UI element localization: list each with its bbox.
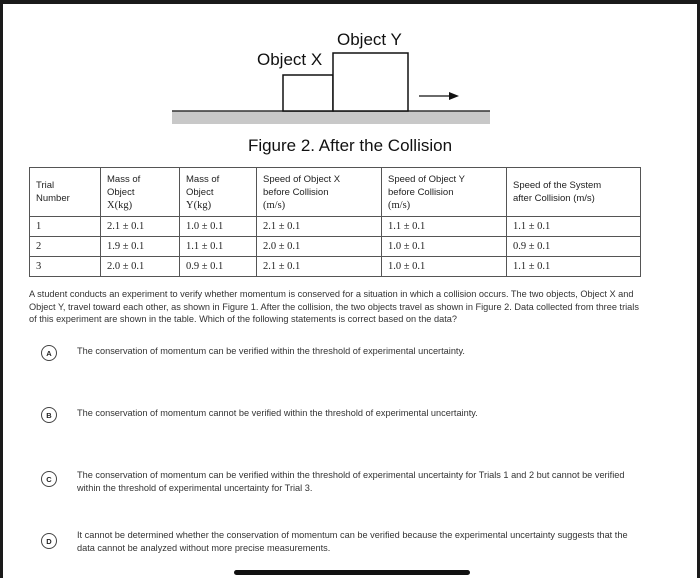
cell-speed-x: 2.0 ± 0.1	[257, 237, 382, 257]
header-speed-x	[257, 168, 382, 217]
cell-mass-y: 1.0 ± 0.1	[180, 217, 257, 237]
option-letter-badge[interactable]: D	[41, 533, 57, 549]
option-letter-badge[interactable]: C	[41, 471, 57, 487]
cell-mass-y: 0.9 ± 0.1	[180, 257, 257, 277]
cell-speed-system: 0.9 ± 0.1	[507, 237, 641, 257]
cell-mass-x: 1.9 ± 0.1	[101, 237, 180, 257]
velocity-arrow-head	[449, 92, 459, 100]
question-stem: A student conducts an experiment to verify whether momentum is conserved for a situation in which a collision occurs. The two objects, Object X and Object Y, travel toward each other, as shown in Figure 1. After the collision, the two objects travel as shown in Figure 2. Data collected from three trials of this experiment are shown in the table. Which of the following statements is correct based on the data?	[29, 289, 639, 324]
table-row	[30, 257, 641, 277]
option-text[interactable]: It cannot be determined whether the conservation of momentum can be verified because the experimental uncertainty suggests that the data cannot be analyzed without more precise measurements.	[77, 530, 628, 553]
header-text: after Collision (m/s)	[513, 193, 595, 204]
cell-speed-x: 2.1 ± 0.1	[257, 257, 382, 277]
cell-trial: 2	[30, 237, 101, 257]
cell-mass-x: 2.0 ± 0.1	[101, 257, 180, 277]
header-text: Object	[186, 186, 214, 198]
table-row	[30, 217, 641, 237]
answer-option-d[interactable]	[41, 529, 641, 554]
header-text: Object	[107, 186, 135, 198]
header-text: Mass of	[186, 173, 220, 185]
option-text[interactable]: The conservation of momentum cannot be verified within the threshold of experimental uncertainty.	[77, 408, 478, 418]
table-header-row	[30, 168, 641, 217]
header-mass-x	[101, 168, 180, 217]
answer-option-c[interactable]	[41, 469, 641, 494]
cell-speed-system: 1.1 ± 0.1	[507, 217, 641, 237]
header-trial-number	[30, 168, 101, 217]
answer-option-a[interactable]	[41, 345, 641, 361]
header-unit: (m/s)	[388, 199, 411, 211]
header-text: before Collision	[388, 186, 454, 198]
question-page	[3, 4, 697, 578]
object-x-block	[283, 75, 333, 111]
header-text: Speed of the System	[513, 180, 602, 191]
cell-speed-y: 1.0 ± 0.1	[382, 257, 507, 277]
option-text[interactable]: The conservation of momentum can be verified within the threshold of experimental uncertainty for Trials 1 and 2 but cannot be verified within the threshold of experimental uncertainty for Trial 3.	[77, 470, 625, 493]
option-text[interactable]: The conservation of momentum can be verified within the threshold of experimental uncertainty.	[77, 346, 465, 356]
option-letter-badge[interactable]: B	[41, 407, 57, 423]
data-table	[29, 167, 641, 277]
header-unit: Y(kg)	[186, 199, 212, 211]
cell-speed-y: 1.0 ± 0.1	[382, 237, 507, 257]
cell-speed-x: 2.1 ± 0.1	[257, 217, 382, 237]
object-x-label: Object X	[257, 50, 323, 69]
cell-mass-x: 2.1 ± 0.1	[101, 217, 180, 237]
answer-option-b[interactable]	[41, 407, 641, 423]
table-row	[30, 237, 641, 257]
header-mass-y	[180, 168, 257, 217]
collision-figure	[3, 4, 697, 164]
cell-trial: 3	[30, 257, 101, 277]
header-speed-system	[507, 168, 641, 217]
header-text: Number	[36, 193, 70, 204]
object-y-block	[333, 53, 408, 111]
header-speed-y	[382, 168, 507, 217]
header-text: Speed of Object X	[263, 173, 341, 185]
header-text: before Collision	[263, 186, 329, 198]
object-y-label: Object Y	[337, 30, 402, 49]
home-indicator-bar[interactable]	[234, 570, 470, 575]
header-unit: X(kg)	[107, 199, 133, 211]
cell-speed-y: 1.1 ± 0.1	[382, 217, 507, 237]
header-text: Mass of	[107, 173, 141, 185]
cell-mass-y: 1.1 ± 0.1	[180, 237, 257, 257]
header-text: Speed of Object Y	[388, 173, 465, 185]
header-text: Trial	[36, 180, 55, 191]
cell-speed-system: 1.1 ± 0.1	[507, 257, 641, 277]
ground-surface	[172, 111, 490, 124]
header-unit: (m/s)	[263, 199, 286, 211]
option-letter-badge[interactable]: A	[41, 345, 57, 361]
figure-caption: Figure 2. After the Collision	[247, 136, 453, 155]
cell-trial: 1	[30, 217, 101, 237]
